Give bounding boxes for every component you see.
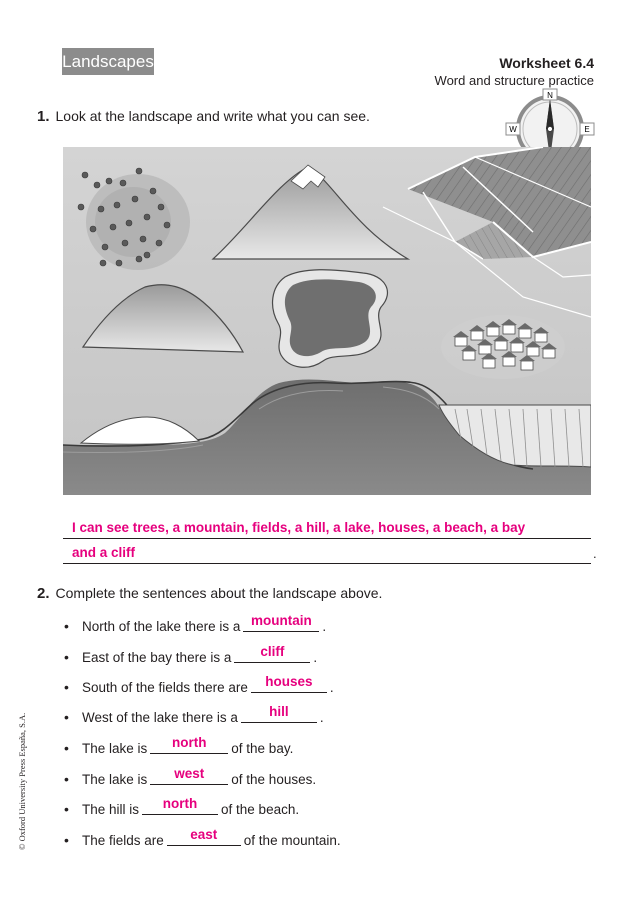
sentence-item bbox=[64, 645, 317, 665]
sentence-item bbox=[64, 797, 299, 817]
bullet-icon: • bbox=[64, 649, 69, 665]
sentence-before: West of the lake there is a bbox=[82, 710, 238, 725]
exercise1-answer-line2: and a cliff bbox=[72, 545, 136, 560]
sentence-after: . bbox=[329, 680, 334, 695]
compass-e: E bbox=[584, 125, 590, 134]
sentence-item bbox=[64, 767, 316, 787]
sentence-after: of the bay. bbox=[231, 741, 294, 756]
answer-blank[interactable]: west bbox=[150, 766, 228, 785]
bullet-icon: • bbox=[64, 832, 69, 848]
answer-blank[interactable]: north bbox=[142, 796, 218, 815]
answer-blank[interactable]: mountain bbox=[243, 613, 319, 632]
exercise1-text: Look at the landscape and write what you can see. bbox=[55, 108, 370, 124]
sentence-after: . bbox=[322, 619, 327, 634]
bullet-icon: • bbox=[64, 679, 69, 695]
sentence-item bbox=[64, 675, 334, 695]
bullet-icon: • bbox=[64, 771, 69, 787]
answer-blank[interactable]: east bbox=[167, 827, 241, 846]
exercise1-answer-line1: I can see trees, a mountain, fields, a hill, a lake, houses, a beach, a bay bbox=[72, 520, 526, 535]
sentence-before: North of the lake there is a bbox=[82, 619, 241, 634]
sentence-after: . bbox=[313, 650, 318, 665]
compass-w: W bbox=[509, 125, 517, 134]
exercise2-number: 2. bbox=[37, 585, 50, 602]
answer-blank[interactable]: houses bbox=[251, 674, 327, 693]
sentence-before: South of the fields there are bbox=[82, 680, 248, 695]
sentence-after: of the mountain. bbox=[243, 833, 341, 848]
topic-badge: Landscapes bbox=[62, 48, 154, 75]
worksheet-title: Worksheet 6.4 bbox=[499, 55, 594, 71]
sentence-before: The lake is bbox=[82, 772, 148, 787]
sentence-before: The hill is bbox=[82, 802, 140, 817]
sentence-after: of the beach. bbox=[221, 802, 300, 817]
sentence-item bbox=[64, 828, 341, 848]
bullet-icon: • bbox=[64, 709, 69, 725]
compass-n: N bbox=[547, 91, 553, 100]
answer-blank[interactable]: cliff bbox=[234, 644, 310, 663]
copyright-notice: © Oxford University Press España, S.A. bbox=[17, 712, 27, 850]
worksheet-subtitle: Word and structure practice bbox=[434, 73, 594, 88]
answer-rule-2 bbox=[63, 563, 591, 564]
sentence-before: East of the bay there is a bbox=[82, 650, 232, 665]
exercise1-number: 1. bbox=[37, 108, 50, 125]
bullet-icon: • bbox=[64, 618, 69, 634]
exercise1-end-mark: . bbox=[593, 546, 597, 561]
sentence-item bbox=[64, 736, 293, 756]
exercise2-text: Complete the sentences about the landscape above. bbox=[55, 585, 383, 601]
exercise1-instruction bbox=[37, 108, 370, 125]
houses bbox=[441, 315, 565, 379]
answer-blank[interactable]: hill bbox=[241, 704, 317, 723]
sentence-before: The lake is bbox=[82, 741, 148, 756]
bullet-icon: • bbox=[64, 801, 69, 817]
sentence-before: The fields are bbox=[82, 833, 164, 848]
sentence-after: of the houses. bbox=[231, 772, 317, 787]
answer-blank[interactable]: north bbox=[150, 735, 228, 754]
exercise2-instruction bbox=[37, 585, 382, 602]
sentence-item bbox=[64, 614, 326, 634]
bullet-icon: • bbox=[64, 740, 69, 756]
landscape-illustration bbox=[63, 147, 591, 495]
answer-rule-1 bbox=[63, 538, 591, 539]
sentence-after: . bbox=[319, 710, 324, 725]
sentence-item bbox=[64, 705, 324, 725]
